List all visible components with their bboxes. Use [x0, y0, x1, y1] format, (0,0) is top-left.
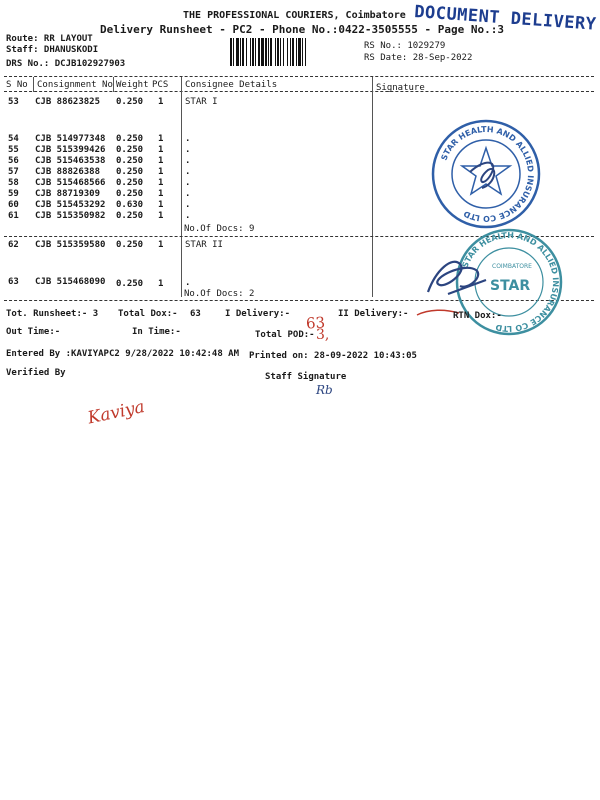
route-label: Route: RR LAYOUT	[6, 34, 93, 44]
company-name: THE PROFESSIONAL COURIERS, Coimbatore	[183, 10, 406, 21]
row-consignment: CJB 515463538	[35, 156, 106, 166]
barcode-bar	[230, 38, 232, 66]
tot-runsheet: Tot. Runsheet:- 3	[6, 309, 99, 319]
barcode-bar	[265, 38, 267, 66]
svg-text:STAR: STAR	[490, 278, 531, 294]
row-consignee: .	[185, 178, 191, 188]
row-consignment: CJB 88826388	[35, 167, 101, 177]
barcode-bar	[252, 38, 254, 66]
total-dox-label: Total Dox:-	[118, 309, 178, 319]
row-consignment: CJB 515453292	[35, 200, 106, 210]
row-weight: 0.250	[116, 279, 144, 289]
row-consignment: CJB 515399426	[35, 145, 106, 155]
row-sno: 63	[8, 277, 19, 287]
barcode-bar	[250, 38, 251, 66]
row-pcs: 1	[158, 156, 164, 166]
handwritten-pod-mark: 3,	[316, 327, 330, 343]
staff-initials: Rb	[316, 383, 333, 397]
row-weight: 0.250	[116, 240, 144, 250]
barcode-bar	[287, 38, 288, 66]
group-doc-count: No.Of Docs: 9	[184, 224, 255, 234]
barcode-bar	[246, 38, 247, 66]
barcode-bar	[268, 38, 269, 66]
col-header-pcs: PCS	[152, 80, 169, 90]
group-doc-count: No.Of Docs: 2	[184, 289, 255, 299]
row-pcs: 1	[158, 145, 164, 155]
row-consignee: .	[185, 145, 191, 155]
barcode-bar	[233, 38, 234, 66]
row-pcs: 1	[158, 189, 164, 199]
staff-signature-label: Staff Signature	[265, 372, 347, 382]
rs-number: RS No.: 1029279	[364, 41, 446, 51]
row-pcs: 1	[158, 167, 164, 177]
row-pcs: 1	[158, 240, 164, 250]
barcode-bar	[280, 38, 281, 66]
row-sno: 61	[8, 211, 19, 221]
row-weight: 0.250	[116, 156, 144, 166]
consignee-signature	[424, 250, 494, 300]
svg-text:STAR HEALTH AND ALLIED INSURAN: STAR HEALTH AND ALLIED INSURANCE CO LTD	[460, 230, 561, 334]
row-consignment: CJB 515468566	[35, 178, 106, 188]
svg-text:COIMBATORE: COIMBATORE	[492, 263, 532, 270]
verified-by: Verified By	[6, 368, 66, 378]
barcode-bar	[298, 38, 301, 66]
col-divider	[372, 77, 373, 297]
row-pcs: 1	[158, 211, 164, 221]
row-consignee: .	[185, 156, 191, 166]
row-sno: 60	[8, 200, 19, 210]
barcode-bar	[292, 38, 294, 66]
row-sno: 57	[8, 167, 19, 177]
barcode-bar	[275, 38, 276, 66]
svg-text:STAR HEALTH AND ALLIED INSURAN: STAR HEALTH AND ALLIED INSURANCE CO LTD	[439, 124, 536, 224]
rs-date: RS Date: 28-Sep-2022	[364, 53, 473, 63]
row-sno: 58	[8, 178, 19, 188]
barcode-bar	[261, 38, 264, 66]
col-header-consignee: Consignee Details	[185, 80, 278, 90]
col-divider	[113, 77, 114, 92]
company-seal-stamp	[430, 118, 542, 230]
row-consignment: CJB 88623825	[35, 97, 101, 107]
row-sno: 62	[8, 240, 19, 250]
staff-label: Staff: DHANUSKODI	[6, 45, 99, 55]
row-pcs: 1	[158, 97, 164, 107]
barcode-bar	[236, 38, 239, 66]
barcode	[230, 38, 358, 66]
handwritten-kaviya: Kaviya	[86, 397, 147, 429]
row-consignment: CJB 515468090	[35, 277, 106, 287]
barcode-bar	[277, 38, 279, 66]
out-time-label: Out Time:-	[6, 327, 61, 337]
barcode-bar	[270, 38, 272, 66]
table-header-rule	[4, 91, 594, 92]
row-consignee: .	[185, 211, 191, 221]
row-consignee: .	[185, 134, 191, 144]
ii-delivery-label: II Delivery:-	[338, 309, 409, 319]
col-header-weight: Weight	[116, 80, 149, 90]
row-consignment: CJB 515350982	[35, 211, 106, 221]
row-consignee: STAR I	[185, 97, 218, 107]
col-header-signature: Signature	[376, 83, 425, 93]
barcode-bar	[242, 38, 244, 66]
row-sno: 55	[8, 145, 19, 155]
row-sno: 53	[8, 97, 19, 107]
barcode-bar	[305, 38, 306, 66]
row-pcs: 1	[158, 178, 164, 188]
barcode-bar	[283, 38, 284, 66]
document-delivery-stamp: DOCUMENT DELIVERY	[413, 2, 598, 35]
row-consignment: CJB 514977348	[35, 134, 106, 144]
handwritten-pod-count: 63	[305, 313, 326, 333]
row-pcs: 1	[158, 134, 164, 144]
row-sno: 54	[8, 134, 19, 144]
barcode-bar	[296, 38, 297, 66]
total-pod-label: Total POD:-	[255, 330, 315, 340]
row-pcs: 1	[158, 279, 164, 289]
in-time-label: In Time:-	[132, 327, 181, 337]
drs-number: DRS No.: DCJB102927903	[6, 59, 126, 69]
rtn-dox-label: RTN Dox:-	[453, 311, 502, 321]
row-consignee: .	[185, 189, 191, 199]
row-weight: 0.250	[116, 167, 144, 177]
row-weight: 0.250	[116, 145, 144, 155]
col-divider	[181, 77, 182, 297]
runsheet-subtitle: Delivery Runsheet - PC2 - Phone No.:0422-3505555 - Page No.:3	[100, 23, 504, 36]
row-consignment: CJB 88719309	[35, 189, 101, 199]
row-weight: 0.250	[116, 178, 144, 188]
barcode-bar	[302, 38, 303, 66]
barcode-bar	[290, 38, 291, 66]
row-sno: 59	[8, 189, 19, 199]
row-weight: 0.250	[116, 189, 144, 199]
table-top-rule	[4, 76, 594, 77]
row-sno: 56	[8, 156, 19, 166]
entered-by: Entered By :KAVIYAPC2 9/28/2022 10:42:48 AM	[6, 349, 239, 359]
printed-on: Printed on: 28-09-2022 10:43:05	[249, 351, 417, 361]
barcode-bar	[258, 38, 260, 66]
col-header-consignment: Consignment No	[37, 80, 113, 90]
col-header-sno: S No	[6, 80, 28, 90]
row-weight: 0.250	[116, 134, 144, 144]
barcode-bar	[240, 38, 241, 66]
row-weight: 0.630	[116, 200, 144, 210]
i-delivery-label: I Delivery:-	[225, 309, 291, 319]
row-pcs: 1	[158, 200, 164, 210]
row-consignee: .	[185, 167, 191, 177]
col-divider	[33, 77, 34, 92]
row-consignee: .	[185, 278, 191, 288]
barcode-bar	[255, 38, 256, 66]
row-weight: 0.250	[116, 211, 144, 221]
total-dox-value: 63	[190, 309, 201, 319]
row-consignee: STAR II	[185, 240, 223, 250]
row-consignee: .	[185, 200, 191, 210]
row-weight: 0.250	[116, 97, 144, 107]
row-consignment: CJB 515359580	[35, 240, 106, 250]
